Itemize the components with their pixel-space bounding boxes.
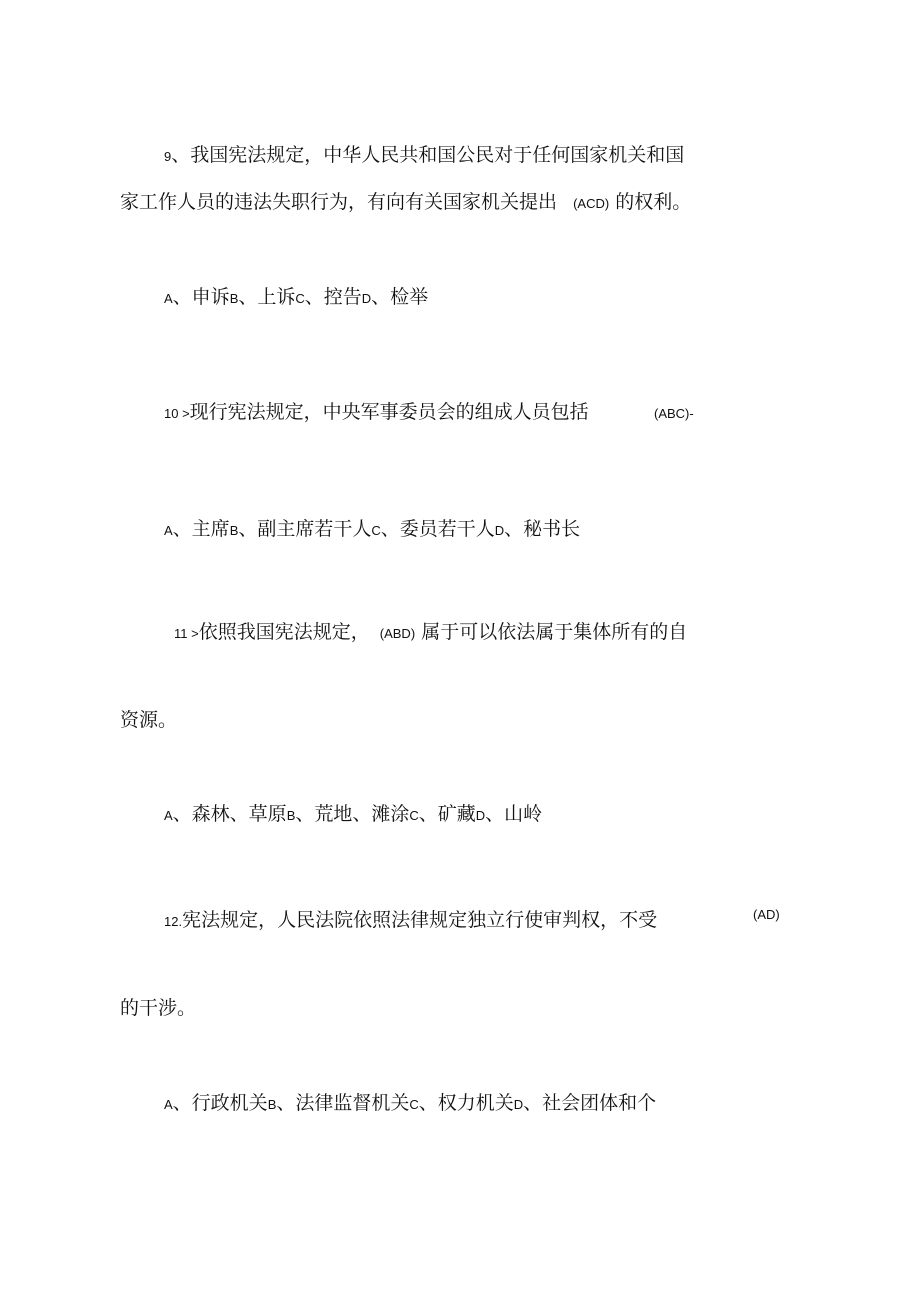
question-11-line-1 bbox=[174, 620, 687, 646]
option-text: 、山岭 bbox=[485, 803, 543, 825]
option-label: C bbox=[295, 291, 305, 306]
question-12-text-continued: 的干涉。 bbox=[120, 997, 197, 1019]
question-9-suffix: 的权利。 bbox=[615, 191, 692, 213]
option-label: B bbox=[286, 808, 296, 823]
question-10-answer: (ABC)- bbox=[654, 406, 694, 421]
question-9-text: 、我国宪法规定，中华人民共和国公民对于任何国家机关和国 bbox=[171, 144, 685, 166]
question-12-answer: (AD) bbox=[753, 907, 780, 922]
option-label: A bbox=[164, 1097, 173, 1112]
question-9-text-continued: 家工作人员的违法失职行为，有向有关国家机关提出 bbox=[120, 191, 558, 213]
option-text: 、矿藏 bbox=[418, 803, 476, 825]
option-label: C bbox=[371, 523, 381, 538]
question-11-options bbox=[164, 802, 542, 828]
question-9-line-2 bbox=[120, 190, 691, 216]
question-12-number: 12. bbox=[164, 914, 183, 929]
option-label: B bbox=[267, 1097, 277, 1112]
option-text: 、法律监督机关 bbox=[276, 1092, 410, 1114]
option-text: 、社会团体和个 bbox=[523, 1092, 657, 1114]
option-label: D bbox=[475, 808, 486, 823]
question-9-answer: (ACD) bbox=[573, 196, 610, 211]
option-label: B bbox=[229, 523, 239, 538]
question-10-number: 10 > bbox=[164, 406, 190, 421]
question-10-text: 现行宪法规定，中央军事委员会的组成人员包括 bbox=[189, 401, 589, 423]
question-11-line-2 bbox=[120, 708, 177, 732]
question-11-text: 依照我国宪法规定， bbox=[198, 621, 370, 643]
option-label: D bbox=[361, 291, 372, 306]
option-text: 、检举 bbox=[371, 286, 429, 308]
question-9-options bbox=[164, 285, 428, 311]
question-12-text: 宪法规定，人民法院依照法律规定独立行使审判权，不受 bbox=[182, 909, 658, 931]
option-text: 、副主席若干人 bbox=[238, 518, 372, 540]
option-label: C bbox=[409, 808, 419, 823]
option-text: 、控告 bbox=[304, 286, 362, 308]
option-text: 、权力机关 bbox=[418, 1092, 514, 1114]
question-10-options bbox=[164, 517, 580, 543]
option-label: D bbox=[494, 523, 505, 538]
option-label: D bbox=[513, 1097, 524, 1112]
question-12-line-1 bbox=[164, 908, 657, 934]
question-11-number: 11 > bbox=[174, 626, 199, 641]
option-label: A bbox=[164, 523, 173, 538]
question-9-number: 9 bbox=[164, 149, 172, 164]
question-9-line-1 bbox=[164, 143, 684, 169]
option-text: 、荒地、滩涂 bbox=[295, 803, 410, 825]
question-10-line-1 bbox=[164, 400, 589, 426]
option-label: B bbox=[229, 291, 239, 306]
question-12-options bbox=[164, 1091, 656, 1117]
option-text: 、秘书长 bbox=[504, 518, 581, 540]
option-text: 、上诉 bbox=[238, 286, 296, 308]
option-label: A bbox=[164, 291, 173, 306]
option-text: 、主席 bbox=[172, 518, 230, 540]
option-text: 、森林、草原 bbox=[172, 803, 287, 825]
option-label: A bbox=[164, 808, 173, 823]
option-text: 、委员若干人 bbox=[380, 518, 495, 540]
option-label: C bbox=[409, 1097, 419, 1112]
option-text: 、申诉 bbox=[172, 286, 230, 308]
question-11-text-continued: 资源。 bbox=[120, 709, 178, 731]
question-12-line-2 bbox=[120, 996, 196, 1020]
question-11-answer: (ABD) bbox=[379, 626, 416, 641]
question-11-text-after: 属于可以依法属于集体所有的自 bbox=[421, 621, 688, 643]
option-text: 、行政机关 bbox=[172, 1092, 268, 1114]
